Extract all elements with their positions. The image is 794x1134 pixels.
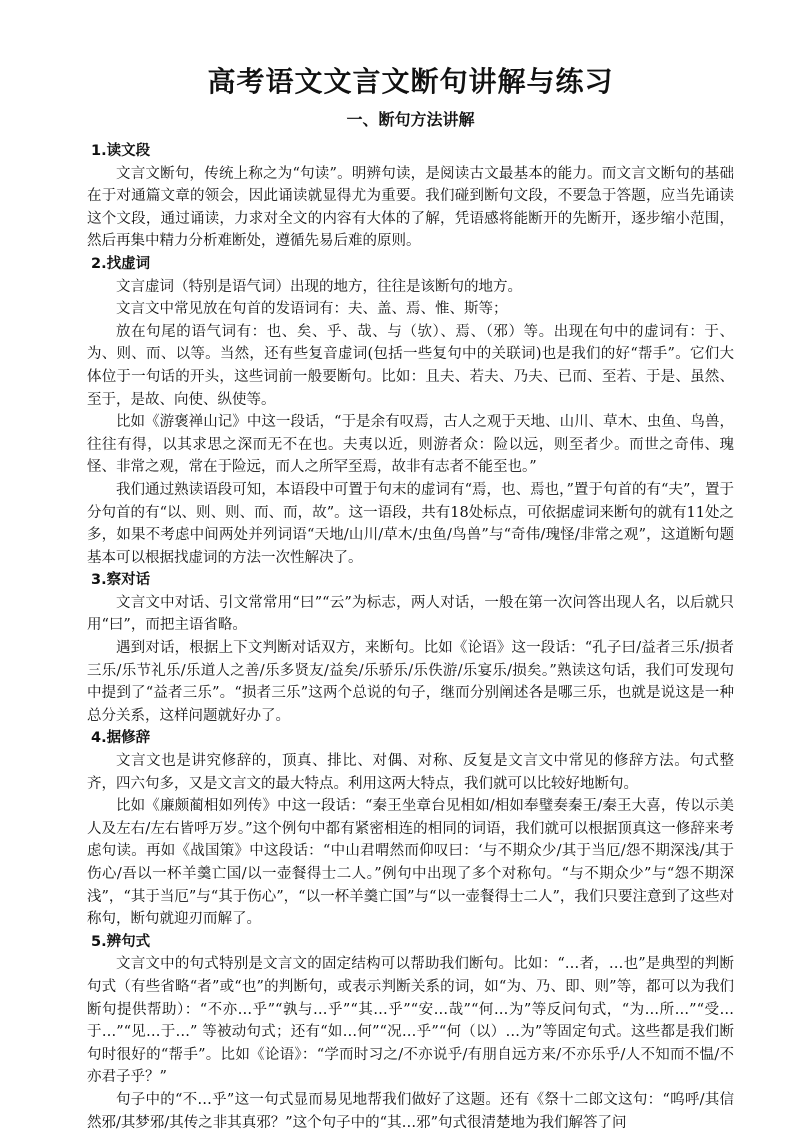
section-rhetoric <box>87 727 734 930</box>
section-sentence-patterns <box>87 931 734 1134</box>
paragraph: 比如《廉颇蔺相如列传》中这一段话：“秦王坐章台见相如/相如奉璧奏秦王/秦王大喜，传以示美人及左右/左右皆呼万岁。”这个例句中都有紧密相连的相同的词语，我们就可以根据顶真这一修辞来考虑句读。再如《战国策》中这段话：“中山君喟然而仰叹曰：‘与不期众少/其于当厄/怨不期深浅/其于伤心/吾以一杯羊羹亡国/以一壶餐得士二人。”例句中出现了多个对称句。“与不期众少”与“怨不期深浅”，“其于当厄”与“其于伤心”，“以一杯羊羹亡国”与“以一壶餐得士二人”，我们只要注意到了这些对称句，断句就迎刃而解了。 <box>87 798 734 928</box>
paragraph: 放在句尾的语气词有：也、矣、乎、哉、与（欤）、焉、（邪）等。出现在句中的虚词有：于、为、则、而、以等。当然，还有些复音虚词(包括一些复句中的关联词)也是我们的好“帮手”。它们大体位于一句话的开头，这些词前一般要断句。比如：且夫、若夫、乃夫、已而、至若、于是、虽然、至于，是故、向使、纵使等。 <box>87 323 734 408</box>
paragraph: 我们通过熟读语段可知，本语段中可置于句末的虚词有“焉，也、焉也，”置于句首的有“夫”，置于分句首的有“以、则、则、而、而，故”。这一语段，共有18处标点，可依据虚词来断句的就有11处之多，如果不考虑中间两处并列词语“天地/山川/草木/虫鱼/鸟兽”与“奇伟/瑰怪/非常之观”，这道断句题基本可以根据找虚词的方法一次性解决了。 <box>87 481 734 566</box>
paragraph: 文言文也是讲究修辞的，顶真、排比、对偶、对称、反复是文言文中常见的修辞方法。句式整齐，四六句多，又是文言文的最大特点。利用这两大特点，我们就可以比较好地断句。 <box>87 753 734 792</box>
section-heading: 2.找虚词 <box>91 255 151 272</box>
paragraph: 比如《游褒禅山记》中这一段话，“于是余有叹焉，古人之观于天地、山川、草木、虫鱼、鸟兽，往往有得，以其求思之深而无不在也。夫夷以近，则游者众：险以远，则至者少。而世之奇伟、瑰怪、非常之观，常在于险远，而人之所罕至焉，故非有志者不能至也。” <box>87 414 734 476</box>
section-subtitle: 一、断句方法讲解 <box>346 110 475 129</box>
section-heading: 3.察对话 <box>91 572 151 589</box>
paragraph: 文言文中对话、引文常常用“曰”“云”为标志，两人对话，一般在第一次问答出现人名，以后就只用“曰”，而把主语省略。 <box>87 594 734 634</box>
section-heading: 1.读文段 <box>91 143 151 159</box>
document-title: 高考语文文言文断句讲解与练习 <box>207 65 614 98</box>
paragraph: 遇到对话，根据上下文判断对话双方，来断句。比如《论语》这一段话：“孔子曰/益者三乐/损者三乐/乐节礼乐/乐道人之善/乐多贤友/益矣/乐骄乐/乐佚游/乐宴乐/损矣。”熟读这句话，我们可发现句中提到了“益者三乐”。“损者三乐”这两个总说的句子，继而分别阐述各是哪三乐，也就是说这是一种总分关系，这样问题就好办了。 <box>87 640 734 724</box>
section-function-words <box>87 253 734 569</box>
section-heading: 5.辨句式 <box>91 933 151 950</box>
section-heading: 4.据修辞 <box>91 730 151 747</box>
paragraph: 文言文断句，传统上称之为“句读”。明辨句读，是阅读古文最基本的能力。而文言文断句的基础在于对通篇文章的领会，因此诵读就显得尤为重要。我们碰到断句文段，不要急于答题，应当先诵读这个文段，通过诵读，力求对全文的内容有大体的了解，凭语感将能断开的先断开，逐步缩小范围，然后再集中精力分析难断处，遵循先易后难的原则。 <box>87 165 734 250</box>
section-dialogue <box>87 569 734 727</box>
paragraph: 文言文中常见放在句首的发语词有：夫、盖、焉、惟、斯等； <box>116 301 508 318</box>
paragraph: 文言文中的句式特别是文言文的固定结构可以帮助我们断句。比如：“…者，…也”是典型的判断句式（有些省略“者”或“也”的判断句，或表示判断关系的词，如“为、乃、即、则”等，都可以为我们断句提供帮助）：“不亦…乎”“孰与…乎”“其…乎”“安…哉”“何…为”等反问句式，“为…所…”“受…于…”“见…于…” 等被动句式；还有“如…何”“况…乎”“何（以）…为”等固定句式。这些都是我们断句时很好的“帮手”。比如《论语》：“学而时习之/不亦说乎/有朋自远方来/不亦乐乎/人不知而不愠/不亦君子乎？” <box>87 956 734 1086</box>
paragraph: 文言虚词（特别是语气词）出现的地方，往往是该断句的地方。 <box>116 278 522 295</box>
paragraph: 句子中的“不…乎”这一句式显而易见地帮我们做好了这题。还有《祭十二郎文这句：“呜呼/其信然邪/其梦邪/其传之非其真邪？”这个句子中的“其…邪”句式很清楚地为我们解答了问 <box>87 1091 734 1131</box>
section-read <box>87 140 734 253</box>
